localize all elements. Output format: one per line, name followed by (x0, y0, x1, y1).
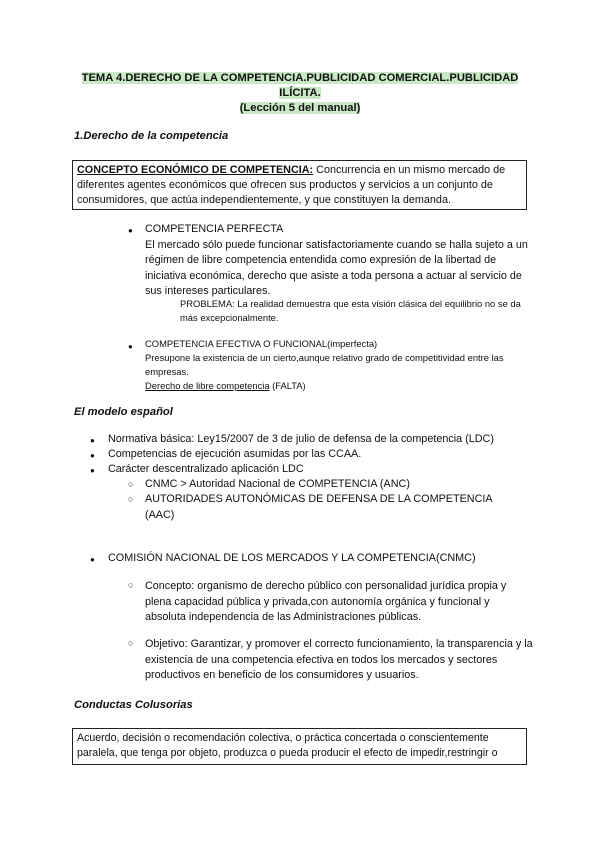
perfecta-text: El mercado sólo puede funcionar satisfactoriamente cuando se halla sujeto a un régimen de libre competencia entendida como expresión de la libertad de iniciativa económica, derecho que asiste a toda persona a actuar al servicio de sus intereses particulares. (145, 238, 528, 297)
libre-competencia-link[interactable]: Derecho de libre competencia (145, 380, 270, 391)
section-heading-derecho: 1.Derecho de la competencia (74, 130, 229, 142)
bullet-icon: ● (90, 436, 95, 445)
cnmc-objetivo: Objetivo: Garantizar, y promover el correcto funcionamiento, la transparencia y la existencia de una competencia efectiva en todos los mercados y sectores productivos en beneficio de los consumidores y usuarios. (145, 638, 533, 681)
concepto-label: CONCEPTO ECONÓMICO DE COMPETENCIA: (77, 164, 314, 176)
efectiva-heading: COMPETENCIA EFECTIVA O FUNCIONAL (145, 338, 328, 349)
circle-bullet-icon: ○ (128, 638, 134, 648)
title-line-3: (Lección 5 del manual) (239, 102, 361, 114)
perfecta-heading: COMPETENCIA PERFECTA (145, 223, 284, 235)
bullet-icon: ● (128, 226, 133, 235)
efectiva-heading-note: (imperfecta) (327, 338, 378, 349)
bullet-icon: ● (90, 555, 95, 564)
modelo-item: Carácter descentralizado aplicación LDC (108, 463, 304, 475)
modelo-subitem: AUTORIDADES AUTONÓMICAS DE DEFENSA DE LA COMPETENCIA (AAC) (145, 493, 492, 521)
cnmc-heading: COMISIÓN NACIONAL DE LOS MERCADOS Y LA COMPETENCIA(CNMC) (108, 552, 476, 564)
title-line-2: ILÍCITA. (279, 87, 321, 99)
modelo-subitem: CNMC > Autoridad Nacional de COMPETENCIA (ANC) (145, 478, 410, 490)
efectiva-text: Presupone la existencia de un cierto,aunque relativo grado de competitividad entre las empresas. (145, 352, 504, 377)
circle-bullet-icon: ○ (128, 580, 134, 590)
circle-bullet-icon: ○ (128, 479, 134, 489)
title-line-1: TEMA 4.DERECHO DE LA COMPETENCIA.PUBLICIDAD COMERCIAL.PUBLICIDAD (81, 72, 519, 84)
bullet-icon: ● (90, 466, 95, 475)
cnmc-concepto: Concepto: organismo de derecho público con personalidad jurídica propia y plena capacidad pública y privada,con autonomía orgánica y funcional y absoluta independencia de las Administraciones públicas. (145, 580, 507, 623)
modelo-item: Normativa básica: Ley15/2007 de 3 de julio de defensa de la competencia (LDC) (108, 433, 494, 445)
section-heading-colusorias: Conductas Colusorias (74, 699, 193, 711)
bullet-icon: ● (128, 342, 133, 351)
modelo-item: Competencias de ejecución asumidas por las CCAA. (108, 448, 362, 460)
concepto-text: Concurrencia en un mismo mercado de diferentes agentes económicos que ofrecen sus productos y servicios a un conjunto de consumidores, que actúa independientemente, y que constituyen la demanda. (77, 164, 506, 206)
concepto-box (72, 160, 527, 210)
section-heading-modelo: El modelo español (74, 406, 173, 418)
circle-bullet-icon: ○ (128, 494, 134, 504)
efectiva-block (145, 337, 530, 393)
problema-note: PROBLEMA: La realidad demuestra que esta visión clásica del equilibrio no se da más excepcionalmente. (180, 298, 521, 323)
perfecta-block (145, 222, 530, 300)
bullet-icon: ● (90, 451, 95, 460)
colusorias-box (72, 728, 527, 765)
falta-note: (FALTA) (269, 380, 306, 391)
colusorias-text: Acuerdo, decisión o recomendación colectiva, o práctica concertada o conscientemente paralela, que tenga por objeto, produzca o pueda producir el efecto de impedir,restringir o (77, 732, 498, 759)
document-title (60, 71, 540, 116)
